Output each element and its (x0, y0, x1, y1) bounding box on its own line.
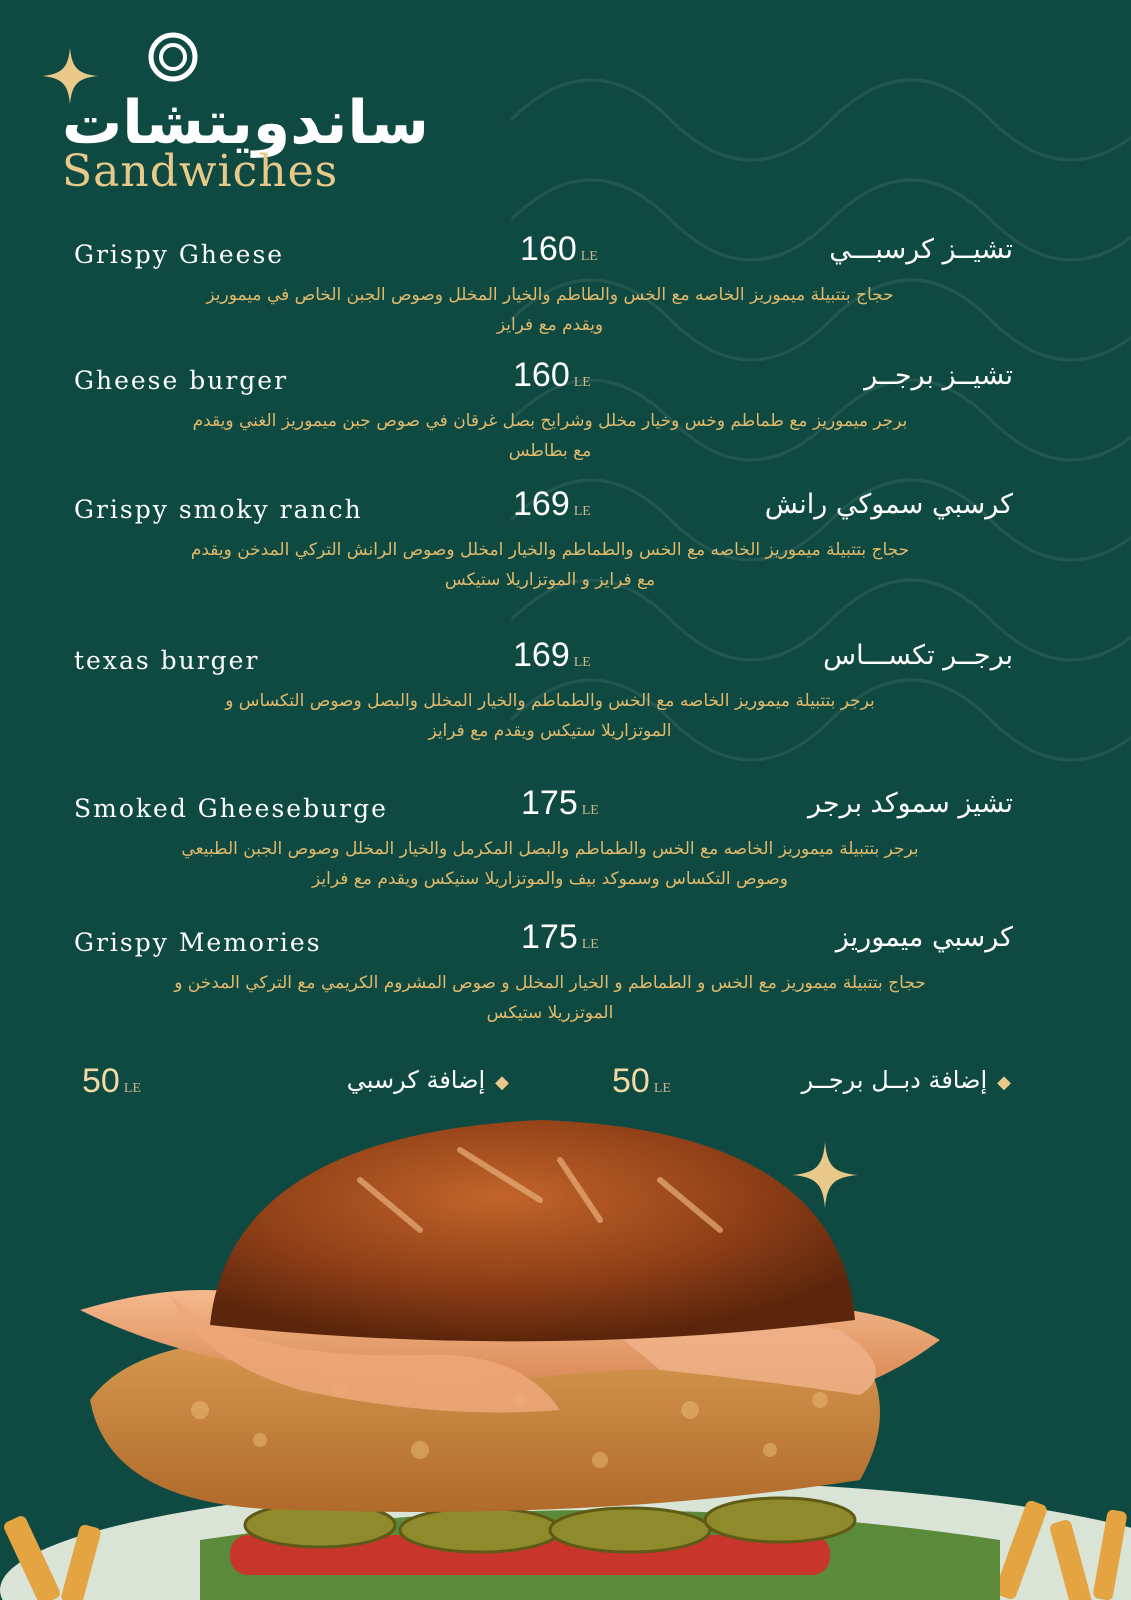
item-price (513, 356, 591, 395)
currency-label: LE (573, 375, 591, 390)
item-price (521, 918, 599, 957)
ring-logo-icon (148, 32, 198, 82)
diamond-bullet-icon: ◆ (495, 1072, 509, 1093)
item-price (513, 485, 591, 524)
item-name-english: Grispy smoky ranch (74, 495, 363, 524)
currency-label: LE (653, 1081, 671, 1096)
section-title-arabic: ساندويتشات (62, 88, 429, 158)
addon-price (612, 1062, 671, 1101)
addon-label (802, 1066, 1011, 1094)
item-description: برجر بتتبيلة ميموريز الخاصه مع الخس والطماطم والخيار المخلل والبصل وصوص التكساس و الموتزاريلا ستيكس ويقدم مع فرايز (225, 691, 875, 741)
burger-photo (0, 1120, 1131, 1600)
item-price (520, 230, 598, 269)
price-value: 50 (612, 1062, 650, 1100)
item-name-arabic: تشيــز برجــر (864, 360, 1013, 391)
price-value: 175 (521, 784, 578, 822)
item-name-english: Grispy Memories (74, 928, 322, 957)
item-description: حجاج بتتبيلة ميموريز مع الخس و الطماطم و الخيار المخلل و صوص المشروم الكريمي مع التركي المدخن و الموتزريلا ستيكس (174, 973, 926, 1023)
item-name-english: Gheese burger (74, 366, 289, 395)
addon-label (347, 1066, 509, 1094)
addon-label-text: إضافة كرسبي (346, 1066, 486, 1094)
item-description: برجر ميموريز مع طماطم وخس وخيار مخلل وشرايح بصل غرقان في صوص جبن ميموريز الغني ويقدم مع بطاطس (192, 411, 908, 461)
item-name-english: Grispy Gheese (74, 240, 285, 269)
item-price (513, 636, 591, 675)
section-title-english: Sandwiches (62, 146, 339, 197)
currency-label: LE (581, 803, 599, 818)
currency-label: LE (581, 937, 599, 952)
price-value: 169 (513, 636, 570, 674)
addon-price (82, 1062, 141, 1101)
currency-label: LE (573, 504, 591, 519)
item-name-english: texas burger (74, 646, 260, 675)
item-description: حجاج بتتبيلة ميموريز الخاصه مع الخس والطماطم والخيار امخلل وصوص الرانش التركي المدخن ويقدم مع فرايز و الموتزاريلا ستيكس (190, 540, 910, 590)
price-value: 160 (520, 230, 577, 268)
currency-label: LE (580, 249, 598, 264)
item-name-arabic: برجــر تكســـاس (823, 640, 1013, 671)
price-value: 160 (513, 356, 570, 394)
price-value: 50 (82, 1062, 120, 1100)
item-name-arabic: تشيــز كرسبـــي (829, 234, 1013, 265)
item-name-arabic: كرسبي ميموريز (835, 922, 1013, 953)
item-name-english: Smoked Gheeseburge (74, 794, 388, 823)
currency-label: LE (123, 1081, 141, 1096)
currency-label: LE (573, 655, 591, 670)
price-value: 175 (521, 918, 578, 956)
item-description: برجر بتتبيلة ميموريز الخاصه مع الخس والطماطم والبصل المكرمل والخيار المخلل وصوص الجبن الطبيعي وصوص التكساس وسموكد بيف والموتزاريلا ستيكس ويقدم مع فرايز (181, 839, 919, 889)
price-value: 169 (513, 485, 570, 523)
item-price (521, 784, 599, 823)
item-description: حجاج بتتبيلة ميموريز الخاصه مع الخس والطاطم والخيار المخلل وصوص الجبن الخاص في ميموريز ويقدم مع فرايز (206, 285, 894, 335)
addons-row (0, 1062, 1131, 1112)
addon-label-text: إضافة دبــل برجــر (801, 1066, 988, 1094)
item-name-arabic: تشيز سموكد برجر (807, 788, 1013, 819)
diamond-bullet-icon: ◆ (997, 1072, 1011, 1093)
item-name-arabic: كرسبي سموكي رانش (764, 489, 1013, 520)
menu-header (40, 28, 560, 198)
